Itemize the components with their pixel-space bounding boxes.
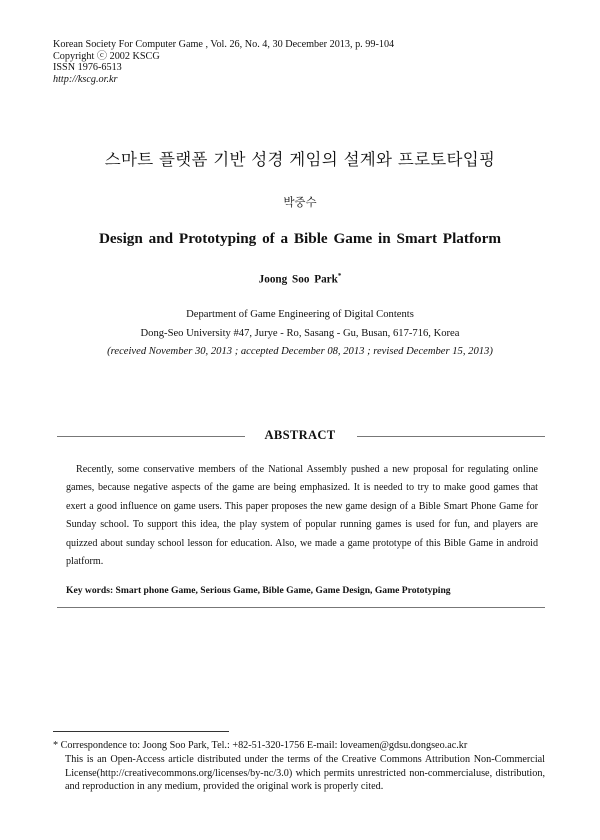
address: Dong-Seo University #47, Jurye - Ro, Sasang - Gu, Busan, 617-716, Korea xyxy=(140,327,460,339)
department: Department of Game Engineering of Digital Contents xyxy=(186,309,414,320)
english-title: Design and Prototyping of a Bible Game in Smart Platform xyxy=(98,230,502,247)
author-footnote-mark: * xyxy=(337,272,342,280)
korean-title: 스마트 플랫폼 기반 성경 게임의 설계와 프로토타입핑 xyxy=(104,150,496,169)
abstract-rule-right xyxy=(357,436,545,437)
journal-url[interactable]: http://kscg.or.kr xyxy=(53,73,118,85)
journal-citation: Korean Society For Computer Game , Vol. 26, No. 4, 30 December 2013, p. 99-104 xyxy=(53,39,395,50)
english-author-line xyxy=(0,272,600,286)
english-author: Joong Soo Park xyxy=(258,273,338,286)
submission-dates: (received November 30, 2013 ; accepted December 08, 2013 ; revised December 15, 2013) xyxy=(107,346,493,357)
footnote-rule xyxy=(53,731,229,732)
korean-author: 박중수 xyxy=(283,195,317,209)
license-note: This is an Open-Access article distributed under the terms of the Creative Commons Attribution Non-Commercial License(http://creativecommons.org/licenses/by-nc/3.0) which permits unrestricted non-commercialuse, distribution, and reproduction in any medium, provided the original work is properly cited. xyxy=(65,753,545,793)
keywords: Key words: Smart phone Game, Serious Game, Bible Game, Game Design, Game Prototyping xyxy=(66,585,451,596)
correspondence-note: * Correspondence to: Joong Soo Park, Tel.: +82-51-320-1756 E-mail: loveamen@gdsu.dongseo.ac.kr xyxy=(53,740,468,751)
journal-header xyxy=(53,39,394,85)
abstract-heading: ABSTRACT xyxy=(264,428,336,442)
keywords-rule xyxy=(57,607,545,608)
issn-line: ISSN 1976-6513 xyxy=(53,62,122,74)
footnote xyxy=(53,739,545,794)
abstract-text: Recently, some conservative members of the National Assembly pushed a new proposal for regulating online games, because negative aspects of the game are being emphasized. It is needed to try to make good games that exert a good influence on game users. This paper proposes the new game design of a Bible Smart Phone Game for Sunday school. To support this idea, the play system of popular running games is used for fun, and players are quizzed about sunday school lesson for education. Also, we made a game prototype of this Bible Game in android platform. xyxy=(66,464,538,568)
copyright-line: Copyright ⓒ 2002 KSCG xyxy=(53,50,160,62)
affiliation-block xyxy=(0,306,600,362)
